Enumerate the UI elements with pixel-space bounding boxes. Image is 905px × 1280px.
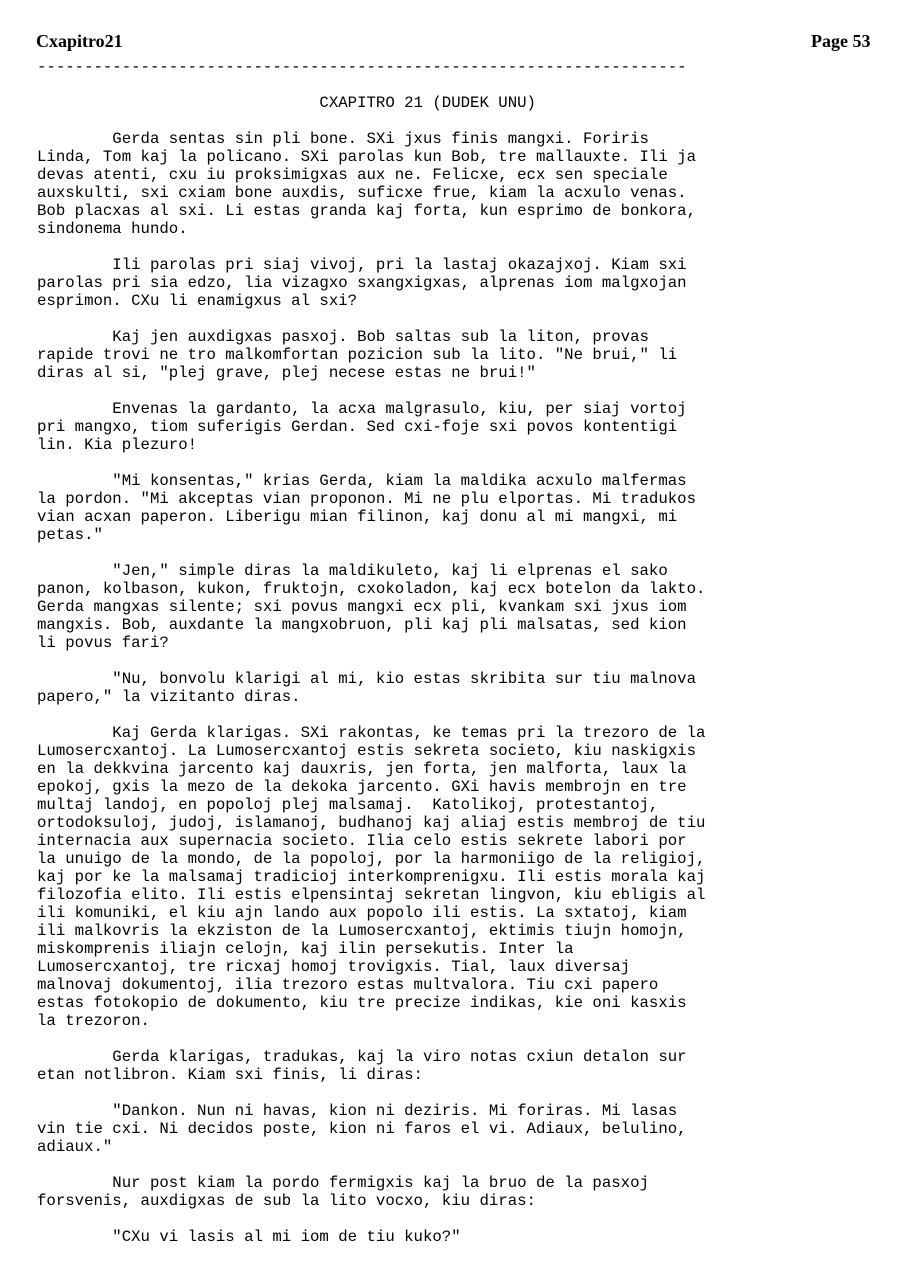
text-line [37,1030,897,1048]
text-line: "CXu vi lasis al mi iom de tiu kuko?" [37,1228,461,1246]
text-line: "Nu, bonvolu klarigi al mi, kio estas skribita sur tiu malnova [37,670,696,688]
text-line: la pordon. "Mi akceptas vian proponon. Mi ne plu elportas. Mi tradukos [37,490,696,508]
text-line: miskomprenis iliajn celojn, kaj ilin persekutis. Inter la [37,940,574,958]
text-line: forsvenis, auxdigxas de sub la lito vocxo, kiu diras: [37,1192,536,1210]
separator-line: --------------------------------------------------------------------- [37,58,687,76]
text-line: adiaux." [37,1138,113,1156]
text-line [37,310,897,328]
text-line: panon, kolbason, kukon, fruktojn, cxokoladon, kaj ecx botelon da lakto. [37,580,706,598]
text-line: multaj landoj, en popoloj plej malsamaj. Katolikoj, protestantoj, [37,796,659,814]
text-line: ili malkovris la ekziston de la Lumosercxantoj, ektimis tiujn homojn, [37,922,687,940]
text-line: internacia aux supernacia societo. Ilia celo estis sekrete labori por [37,832,687,850]
text-line: "Mi konsentas," krias Gerda, kiam la maldika acxulo malfermas [37,472,687,490]
text-line: filozofia elito. Ili estis elpensintaj sekretan lingvon, kiu ebligis al [37,886,706,904]
text-line: la trezoron. [37,1012,150,1030]
text-line: etan notlibron. Kiam sxi finis, li diras: [37,1066,423,1084]
text-line [37,454,897,472]
text-line: ortodoksuloj, judoj, islamanoj, budhanoj kaj aliaj estis membroj de tiu [37,814,706,832]
text-line: petas." [37,526,103,544]
text-line: kaj por ke la malsamaj tradicioj interkomprenigxu. Ili estis morala kaj [37,868,706,886]
text-line [37,112,897,130]
text-line: Bob placxas al sxi. Li estas granda kaj forta, kun esprimo de bonkora, [37,202,696,220]
text-line: Lumosercxantoj, tre ricxaj homoj trovigxis. Tial, laux diversaj [37,958,631,976]
text-line: Kaj jen auxdigxas pasxoj. Bob saltas sub la liton, provas [37,328,649,346]
text-line: devas atenti, cxu iu proksimigxas aux ne. Felicxe, ecx sen speciale [37,166,668,184]
text-line: lin. Kia plezuro! [37,436,198,454]
text-line: mangxis. Bob, auxdante la mangxobruon, pli kaj pli malsatas, sed kion [37,616,687,634]
text-line: vin tie cxi. Ni decidos poste, kion ni faros el vi. Adiaux, belulino, [37,1120,687,1138]
chapter-header: Cxapitro21 [36,31,123,51]
text-line: li povus fari? [37,634,169,652]
text-line: Lumosercxantoj. La Lumosercxantoj estis sekreta societo, kiu naskigxis [37,742,696,760]
text-line [37,238,897,256]
text-line: pri mangxo, tiom suferigis Gerdan. Sed cxi-foje sxi povos kontentigi [37,418,678,436]
chapter-title: CXAPITRO 21 (DUDEK UNU) [37,94,536,112]
text-line [37,1084,897,1102]
text-line [37,1156,897,1174]
text-line: "Jen," simple diras la maldikuleto, kaj li elprenas el sako [37,562,668,580]
text-line: Gerda klarigas, tradukas, kaj la viro notas cxiun detalon sur [37,1048,687,1066]
text-line: Kaj Gerda klarigas. SXi rakontas, ke temas pri la trezoro de la [37,724,706,742]
text-line: estas fotokopio de dokumento, kiu tre precize indikas, kie oni kasxis [37,994,687,1012]
text-line: epokoj, gxis la mezo de la dekoka jarcento. GXi havis membrojn en tre [37,778,687,796]
text-line: "Dankon. Nun ni havas, kion ni deziris. Mi foriras. Mi lasas [37,1102,678,1120]
text-line: Gerda sentas sin pli bone. SXi jxus finis mangxi. Foriris [37,130,649,148]
text-line [37,544,897,562]
text-line: malnovaj dokumentoj, ilia trezoro estas multvalora. Tiu cxi papero [37,976,659,994]
text-line: Linda, Tom kaj la policano. SXi parolas kun Bob, tre mallauxte. Ili ja [37,148,696,166]
text-line: parolas pri sia edzo, lia vizagxo sxangxigxas, alprenas iom malgxojan [37,274,687,292]
text-line [37,652,897,670]
text-line: auxskulti, sxi cxiam bone auxdis, suficxe frue, kiam la acxulo venas. [37,184,687,202]
text-line: vian acxan paperon. Liberigu mian filinon, kaj donu al mi mangxi, mi [37,508,678,526]
text-line: Gerda mangxas silente; sxi povus mangxi ecx pli, kvankam sxi jxus iom [37,598,687,616]
text-line: Envenas la gardanto, la acxa malgrasulo, kiu, per siaj vortoj [37,400,687,418]
text-line: diras al si, "plej grave, plej necese estas ne brui!" [37,364,536,382]
text-line: ili komuniki, el kiu ajn lando aux popolo ili estis. La sxtatoj, kiam [37,904,687,922]
text-line: la unuigo de la mondo, de la popoloj, por la harmoniigo de la religioj, [37,850,706,868]
text-line [37,1210,897,1228]
page-number: Page 53 [811,31,871,51]
text-line: papero," la vizitanto diras. [37,688,301,706]
text-line [37,76,897,94]
text-line: Nur post kiam la pordo fermigxis kaj la bruo de la pasxoj [37,1174,649,1192]
text-line: Ili parolas pri siaj vivoj, pri la lastaj okazajxoj. Kiam sxi [37,256,687,274]
text-line: rapide trovi ne tro malkomfortan pozicion sub la lito. "Ne brui," li [37,346,678,364]
text-line [37,382,897,400]
text-line: sindonema hundo. [37,220,188,238]
document-body [37,58,897,1246]
text-line: esprimon. CXu li enamigxus al sxi? [37,292,358,310]
text-line [37,706,897,724]
text-line: en la dekkvina jarcento kaj dauxris, jen forta, jen malforta, laux la [37,760,687,778]
